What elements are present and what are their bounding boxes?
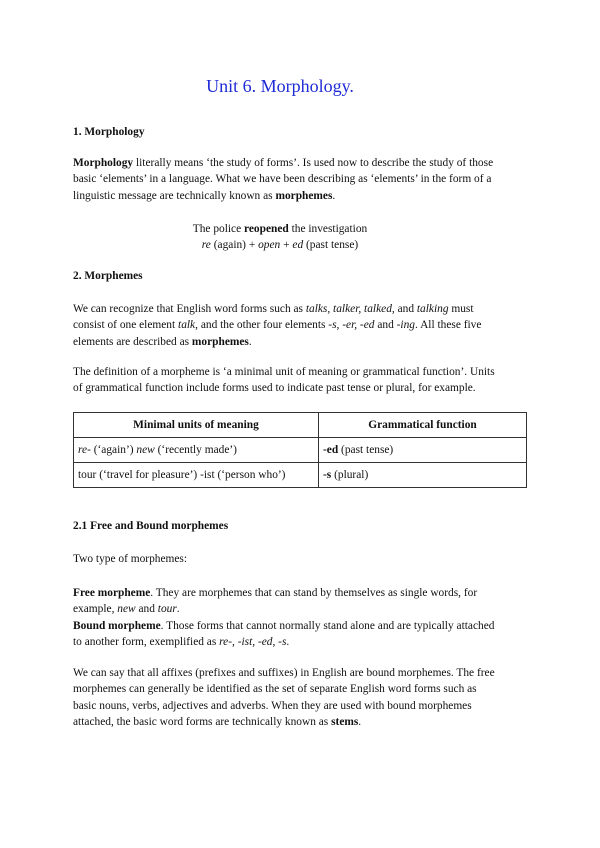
affixes-paragraph bbox=[73, 665, 533, 731]
example-verb: reopened bbox=[244, 223, 289, 235]
text-run: . bbox=[248, 335, 252, 348]
text-run: The definition of a morpheme is ‘a minimal unit of meaning or grammatical function’. Units bbox=[73, 366, 495, 378]
term-stems: stems bbox=[331, 716, 359, 729]
text-run: . They are morphemes that can stand by themselves as single words, for bbox=[150, 587, 478, 599]
example-suffix: -ing bbox=[396, 319, 415, 332]
example-words: talks, talker, talked, bbox=[305, 303, 395, 315]
term-bound-morpheme: Bound morpheme bbox=[73, 619, 161, 632]
example-suffixes: -s, -er, -ed bbox=[328, 319, 375, 332]
example-sentence bbox=[0, 221, 560, 237]
section-heading-morphemes: 2. Morphemes bbox=[73, 270, 143, 282]
text-run: must bbox=[448, 303, 474, 315]
text-run: (past tense) bbox=[303, 239, 359, 251]
example-word: tour bbox=[157, 603, 177, 616]
text-run: linguistic message are technically known as bbox=[73, 189, 276, 202]
text-run: new bbox=[136, 444, 155, 456]
table-cell bbox=[319, 463, 527, 488]
table-cell bbox=[319, 438, 527, 463]
table-header-row bbox=[74, 413, 527, 438]
text-run: and bbox=[135, 603, 158, 616]
text-run: basic nouns, verbs, adjectives and adverbs. When they are used with bound morphemes bbox=[73, 699, 472, 712]
text-run: of grammatical function include forms used to indicate past tense or plural, for example. bbox=[73, 382, 476, 395]
page-title: Unit 6. Morphology. bbox=[206, 76, 354, 96]
text-run: the investigation bbox=[288, 223, 368, 235]
table-row bbox=[74, 463, 527, 488]
table-cell: tour (‘travel for pleasure’) -ist (‘person who’) bbox=[74, 463, 319, 488]
text-run: We can recognize that English word forms such as bbox=[73, 303, 306, 315]
text-run: (again) + bbox=[210, 239, 259, 251]
term-morphemes: morphemes bbox=[191, 335, 249, 348]
text-run: to another form, exemplified as bbox=[73, 636, 220, 649]
text-run: (plural) bbox=[331, 469, 369, 481]
example-analysis bbox=[0, 237, 560, 253]
text-run: (‘recently made’) bbox=[154, 444, 237, 456]
example-word: talking bbox=[416, 303, 449, 315]
example-word: new bbox=[117, 603, 136, 616]
column-header: Grammatical function bbox=[319, 413, 527, 438]
text-run: . bbox=[286, 636, 290, 649]
example-affixes: re-, -ist, -ed, -s bbox=[219, 636, 287, 649]
text-run: literally means ‘the study of forms’. Is used now to describe the study of those bbox=[133, 157, 494, 169]
section-heading-morphology: 1. Morphology bbox=[73, 126, 145, 138]
morpheme-table bbox=[73, 412, 527, 488]
text-run: + bbox=[280, 239, 293, 251]
morpheme-re: re bbox=[201, 239, 211, 251]
section-heading-free-bound: 2.1 Free and Bound morphemes bbox=[73, 520, 229, 532]
text-run: and bbox=[394, 303, 417, 315]
text-run: . bbox=[176, 603, 180, 616]
text-run: (‘again’) bbox=[90, 444, 137, 456]
morphology-paragraph bbox=[73, 155, 533, 204]
text-run: basic ‘elements’ in a language. What we have been describing as ‘elements’ in the form of a bbox=[73, 173, 492, 186]
text-run: . Those forms that cannot normally stand alone and are typically attached bbox=[160, 619, 495, 632]
text-run: (past tense) bbox=[338, 444, 394, 456]
term-morphemes: morphemes bbox=[275, 189, 333, 202]
definition-paragraph bbox=[73, 364, 533, 397]
text-run: , and the other four elements bbox=[195, 319, 329, 332]
text-run: We can say that all affixes (prefixes and suffixes) in English are bound morphemes. The free bbox=[73, 667, 495, 679]
text-run: example, bbox=[73, 603, 118, 616]
morpheme-open: open bbox=[258, 239, 281, 251]
morpheme-ed: ed bbox=[292, 239, 304, 251]
text-run: The police bbox=[192, 223, 245, 235]
column-header: Minimal units of meaning bbox=[74, 413, 319, 438]
intro-line: Two type of morphemes: bbox=[73, 553, 188, 565]
text-run: . All these five bbox=[415, 319, 482, 332]
text-run: attached, the basic word forms are technically known as bbox=[73, 716, 332, 729]
text-run: -s bbox=[323, 469, 332, 481]
morphemes-paragraph bbox=[73, 301, 533, 350]
text-run: re- bbox=[78, 444, 91, 456]
text-run: -ed bbox=[323, 444, 339, 456]
example-word: talk bbox=[178, 319, 196, 332]
text-run: and bbox=[374, 319, 397, 332]
term-free-morpheme: Free morpheme bbox=[73, 587, 151, 599]
text-run: morphemes can generally be identified as the set of separate English word forms such as bbox=[73, 683, 477, 696]
table-cell bbox=[74, 438, 319, 463]
text-run: . bbox=[332, 189, 336, 202]
table-row bbox=[74, 438, 527, 463]
free-bound-paragraph bbox=[73, 585, 533, 651]
text-run: . bbox=[358, 716, 362, 729]
term-morphology: Morphology bbox=[73, 157, 134, 169]
text-run: elements are described as bbox=[73, 335, 192, 348]
text-run: consist of one element bbox=[73, 319, 179, 332]
